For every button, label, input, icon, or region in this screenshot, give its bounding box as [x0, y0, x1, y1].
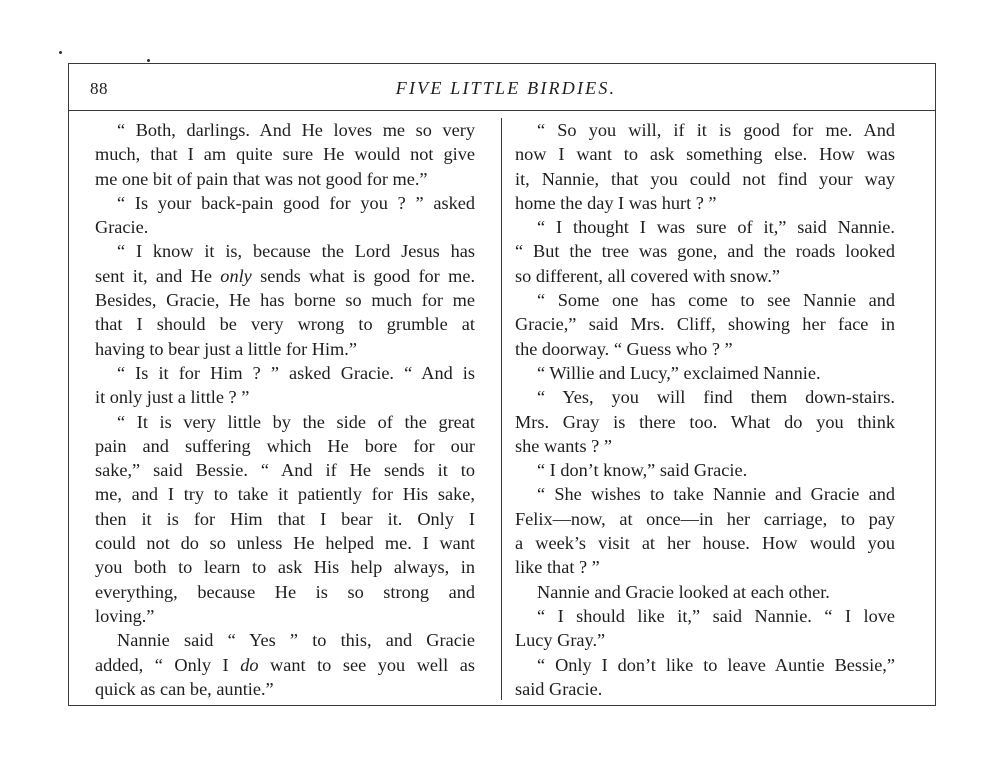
- text-line: like that ? ”: [515, 557, 600, 578]
- text-line: “ Is your back-pain good for you ? ” asked: [117, 192, 475, 213]
- page-number: 88: [90, 79, 108, 98]
- text-line: said Gracie.: [515, 678, 603, 699]
- text-line: Gracie.: [95, 217, 149, 238]
- text-line: “ But the tree was gone, and the roads looked: [515, 241, 895, 262]
- text-line: that I should be very wrong to grumble at: [95, 314, 475, 335]
- text-line: “ I know it is, because the Lord Jesus has: [117, 241, 475, 262]
- column-divider: [501, 118, 502, 700]
- text-line: much, that I am quite sure He would not give: [95, 144, 475, 165]
- text-line: “ It is very little by the side of the great: [117, 411, 475, 432]
- text-line: “ Is it for Him ? ” asked Gracie. “ And is: [117, 362, 475, 383]
- running-title: FIVE LITTLE BIRDIES.: [395, 78, 617, 98]
- text-line: it, Nannie, that you could not find your way: [515, 168, 895, 189]
- right-column: [515, 118, 895, 701]
- text-line: me one bit of pain that was not good for me.”: [95, 168, 428, 189]
- text-line: Gracie,” said Mrs. Cliff, showing her face in: [515, 314, 895, 335]
- text-line: “ I thought I was sure of it,” said Nannie.: [537, 217, 895, 238]
- text-line: loving.”: [95, 605, 155, 626]
- text-line: “ I should like it,” said Nannie. “ I love: [537, 605, 895, 626]
- text-line: pain and suffering which He bore for our: [95, 435, 475, 456]
- text-line: could not do so unless He helped me. I want: [95, 533, 475, 554]
- text-line: it only just a little ? ”: [95, 387, 250, 408]
- text-line: quick as can be, auntie.”: [95, 678, 274, 699]
- emphasis: do: [240, 654, 259, 675]
- text-line: added, “ Only I do want to see you well as: [95, 654, 475, 675]
- text-line: Lucy Gray.”: [515, 630, 606, 651]
- text-line: so different, all covered with snow.”: [515, 265, 780, 286]
- text-line: Felix—now, at once—in her carriage, to pay: [515, 508, 895, 529]
- text-line: sake,” said Bessie. “ And if He sends it to: [95, 460, 475, 481]
- print-speck: [147, 59, 150, 62]
- text-line: “ So you will, if it is good for me. And: [537, 120, 895, 140]
- print-speck: [59, 51, 62, 54]
- text-line: “ I don’t know,” said Gracie.: [537, 460, 748, 481]
- emphasis: only: [220, 265, 252, 286]
- text-line: you both to learn to ask His help always, in: [95, 557, 475, 578]
- text-line: “ Some one has come to see Nannie and: [537, 290, 895, 311]
- text-line: me, and I try to take it patiently for His sake,: [95, 484, 475, 505]
- text-line: “ Yes, you will find them down-stairs.: [537, 387, 895, 408]
- text-line: “ Only I don’t like to leave Auntie Bessie,”: [537, 654, 895, 675]
- header-rule: [68, 110, 936, 111]
- text-line: “ Willie and Lucy,” exclaimed Nannie.: [537, 362, 821, 383]
- text-line: now I want to ask something else. How was: [515, 144, 895, 165]
- text-line: “ She wishes to take Nannie and Gracie and: [537, 484, 895, 505]
- left-column: [95, 118, 475, 701]
- text-line: Besides, Gracie, He has borne so much for me: [95, 290, 475, 311]
- text-line: sent it, and He only sends what is good for me.: [95, 265, 476, 286]
- text-line: Mrs. Gray is there too. What do you think: [515, 411, 895, 432]
- text-line: everything, because He is so strong and: [95, 581, 475, 602]
- text-line: she wants ? ”: [515, 435, 612, 456]
- text-line: home the day I was hurt ? ”: [515, 192, 717, 213]
- text-line: Nannie and Gracie looked at each other.: [537, 581, 830, 602]
- text-line: having to bear just a little for Him.”: [95, 338, 357, 359]
- text-line: “ Both, darlings. And He loves me so very: [117, 120, 475, 140]
- text-line: the doorway. “ Guess who ? ”: [515, 338, 733, 359]
- text-line: then it is for Him that I bear it. Only I: [95, 508, 475, 529]
- text-line: Nannie said “ Yes ” to this, and Gracie: [117, 630, 475, 651]
- text-line: a week’s visit at her house. How would you: [515, 533, 895, 554]
